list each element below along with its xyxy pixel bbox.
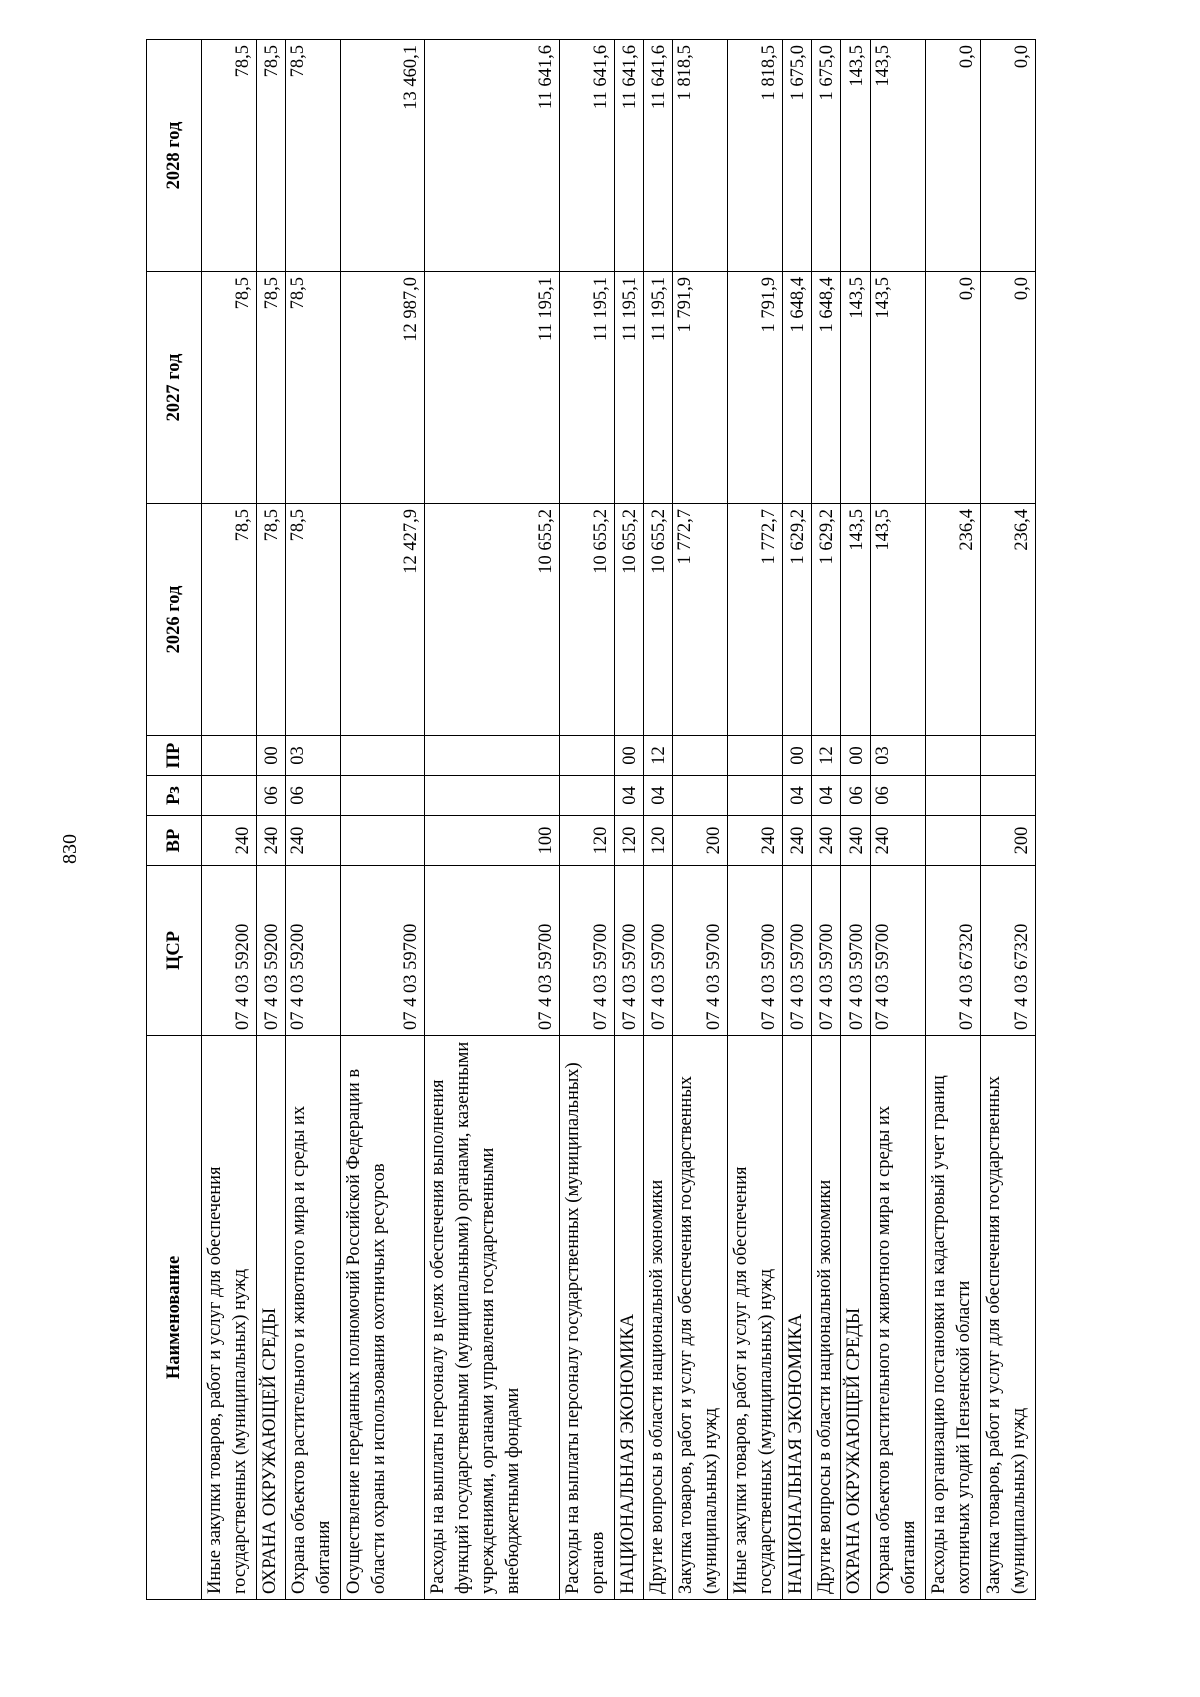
row-2028: 1 818,5 <box>728 40 783 272</box>
row-pr: 03 <box>286 736 341 776</box>
row-csr: 07 4 03 59700 <box>783 866 812 1036</box>
row-pr <box>728 736 783 776</box>
row-rz: 04 <box>783 776 812 816</box>
row-2026: 78,5 <box>286 504 341 736</box>
row-rz <box>202 776 257 816</box>
header-csr: ЦСР <box>147 866 202 1036</box>
row-name: Другие вопросы в области национальной экономики <box>812 1036 841 1600</box>
row-vr: 240 <box>812 816 841 866</box>
rotated-page <box>146 40 1036 1600</box>
row-rz: 06 <box>257 776 286 816</box>
row-rz <box>341 776 424 816</box>
header-pr: ПР <box>147 736 202 776</box>
row-2027: 78,5 <box>257 272 286 504</box>
row-2027: 78,5 <box>286 272 341 504</box>
row-name: Другие вопросы в области национальной экономики <box>643 1036 672 1600</box>
row-2026: 10 655,2 <box>559 504 614 736</box>
row-2027: 1 791,9 <box>728 272 783 504</box>
row-2027: 1 648,4 <box>783 272 812 504</box>
row-vr: 240 <box>257 816 286 866</box>
row-csr: 07 4 03 59700 <box>643 866 672 1036</box>
row-2028: 0,0 <box>925 40 980 272</box>
row-2026: 143,5 <box>841 504 870 736</box>
row-2027: 1 791,9 <box>673 272 728 504</box>
table-row <box>424 40 559 1600</box>
table-row <box>783 40 812 1600</box>
row-2027: 0,0 <box>925 272 980 504</box>
row-2028: 0,0 <box>980 40 1035 272</box>
header-name: Наименование <box>147 1036 202 1600</box>
row-2026: 143,5 <box>870 504 925 736</box>
table-row <box>841 40 870 1600</box>
row-vr: 120 <box>614 816 643 866</box>
row-2026: 12 427,9 <box>341 504 424 736</box>
row-2026: 78,5 <box>202 504 257 736</box>
row-2027: 143,5 <box>841 272 870 504</box>
row-2026: 1 629,2 <box>812 504 841 736</box>
row-2026: 10 655,2 <box>643 504 672 736</box>
row-2028: 11 641,6 <box>643 40 672 272</box>
header-2028: 2028 год <box>147 40 202 272</box>
row-vr: 100 <box>424 816 559 866</box>
row-rz: 06 <box>841 776 870 816</box>
row-2026: 1 629,2 <box>783 504 812 736</box>
row-2028: 78,5 <box>202 40 257 272</box>
row-vr: 240 <box>870 816 925 866</box>
row-rz <box>424 776 559 816</box>
header-vr: ВР <box>147 816 202 866</box>
row-2027: 1 648,4 <box>812 272 841 504</box>
row-vr: 240 <box>841 816 870 866</box>
row-2027: 11 195,1 <box>643 272 672 504</box>
table-row <box>614 40 643 1600</box>
row-vr: 200 <box>980 816 1035 866</box>
row-2027: 0,0 <box>980 272 1035 504</box>
row-csr: 07 4 03 67320 <box>925 866 980 1036</box>
row-2028: 143,5 <box>841 40 870 272</box>
row-pr: 12 <box>643 736 672 776</box>
row-2028: 143,5 <box>870 40 925 272</box>
row-name: Закупка товаров, работ и услуг для обеспечения государственных (муниципальных) нужд <box>673 1036 728 1600</box>
row-2027: 11 195,1 <box>559 272 614 504</box>
table-row <box>870 40 925 1600</box>
row-2028: 11 641,6 <box>614 40 643 272</box>
row-pr: 00 <box>783 736 812 776</box>
row-csr: 07 4 03 59200 <box>257 866 286 1036</box>
row-rz: 04 <box>812 776 841 816</box>
row-2028: 78,5 <box>257 40 286 272</box>
row-pr: 12 <box>812 736 841 776</box>
table-row <box>257 40 286 1600</box>
row-2027: 78,5 <box>202 272 257 504</box>
row-2027: 11 195,1 <box>614 272 643 504</box>
row-rz: 04 <box>614 776 643 816</box>
row-vr: 120 <box>559 816 614 866</box>
row-vr: 200 <box>673 816 728 866</box>
row-name: Расходы на выплаты персоналу в целях обеспечения выполнения функций государственными (муниципальными) органами, казенными учреждениями, органами управления государственными внебюджетными фондами <box>424 1036 559 1600</box>
header-2027: 2027 год <box>147 272 202 504</box>
row-name: Осуществление переданных полномочий Российской Федерации в области охраны и использования охотничьих ресурсов <box>341 1036 424 1600</box>
row-rz <box>980 776 1035 816</box>
row-2028: 11 641,6 <box>424 40 559 272</box>
row-csr: 07 4 03 59200 <box>286 866 341 1036</box>
row-csr: 07 4 03 59700 <box>870 866 925 1036</box>
row-vr: 240 <box>286 816 341 866</box>
row-vr: 240 <box>783 816 812 866</box>
page-number: 830 <box>59 834 81 864</box>
row-2027: 12 987,0 <box>341 272 424 504</box>
row-name: НАЦИОНАЛЬНАЯ ЭКОНОМИКА <box>783 1036 812 1600</box>
row-vr <box>341 816 424 866</box>
row-vr: 120 <box>643 816 672 866</box>
row-name: НАЦИОНАЛЬНАЯ ЭКОНОМИКА <box>614 1036 643 1600</box>
header-rz: Рз <box>147 776 202 816</box>
row-vr: 240 <box>202 816 257 866</box>
row-2028: 1 675,0 <box>783 40 812 272</box>
table-row <box>812 40 841 1600</box>
row-pr <box>341 736 424 776</box>
row-rz <box>728 776 783 816</box>
row-name: Охрана объектов растительного и животного мира и среды их обитания <box>870 1036 925 1600</box>
row-name: Расходы на организацию постановки на кадастровый учет границ охотничьих угодий Пензенской области <box>925 1036 980 1600</box>
row-pr <box>925 736 980 776</box>
row-rz: 06 <box>286 776 341 816</box>
row-2028: 78,5 <box>286 40 341 272</box>
row-csr: 07 4 03 59700 <box>424 866 559 1036</box>
row-2028: 11 641,6 <box>559 40 614 272</box>
table-row <box>643 40 672 1600</box>
row-name: ОХРАНА ОКРУЖАЮЩЕЙ СРЕДЫ <box>257 1036 286 1600</box>
row-name: Закупка товаров, работ и услуг для обеспечения государственных (муниципальных) нужд <box>980 1036 1035 1600</box>
row-2026: 10 655,2 <box>614 504 643 736</box>
row-2027: 143,5 <box>870 272 925 504</box>
row-csr: 07 4 03 59700 <box>841 866 870 1036</box>
row-vr: 240 <box>728 816 783 866</box>
row-csr: 07 4 03 59200 <box>202 866 257 1036</box>
row-csr: 07 4 03 59700 <box>673 866 728 1036</box>
row-name: Иные закупки товаров, работ и услуг для обеспечения государственных (муниципальных) нужд <box>728 1036 783 1600</box>
row-pr <box>673 736 728 776</box>
table-row <box>673 40 728 1600</box>
row-2028: 13 460,1 <box>341 40 424 272</box>
row-2026: 236,4 <box>925 504 980 736</box>
row-csr: 07 4 03 59700 <box>728 866 783 1036</box>
table-row <box>559 40 614 1600</box>
row-2026: 236,4 <box>980 504 1035 736</box>
table-row <box>341 40 424 1600</box>
header-2026: 2026 год <box>147 504 202 736</box>
row-csr: 07 4 03 59700 <box>341 866 424 1036</box>
row-pr: 00 <box>841 736 870 776</box>
row-pr: 00 <box>614 736 643 776</box>
table-row <box>286 40 341 1600</box>
row-rz: 04 <box>643 776 672 816</box>
header-row <box>147 40 202 1600</box>
row-csr: 07 4 03 59700 <box>559 866 614 1036</box>
row-rz <box>559 776 614 816</box>
row-name: Охрана объектов растительного и животного мира и среды их обитания <box>286 1036 341 1600</box>
table-row <box>925 40 980 1600</box>
row-pr: 00 <box>257 736 286 776</box>
table-row <box>980 40 1035 1600</box>
row-pr <box>202 736 257 776</box>
row-2028: 1 675,0 <box>812 40 841 272</box>
row-2028: 1 818,5 <box>673 40 728 272</box>
row-name: ОХРАНА ОКРУЖАЮЩЕЙ СРЕДЫ <box>841 1036 870 1600</box>
row-rz <box>673 776 728 816</box>
row-2027: 11 195,1 <box>424 272 559 504</box>
row-vr <box>925 816 980 866</box>
row-name: Расходы на выплаты персоналу государственных (муниципальных) органов <box>559 1036 614 1600</box>
row-pr <box>424 736 559 776</box>
row-csr: 07 4 03 59700 <box>812 866 841 1036</box>
row-rz <box>925 776 980 816</box>
table-row <box>728 40 783 1600</box>
row-pr <box>559 736 614 776</box>
row-2026: 78,5 <box>257 504 286 736</box>
row-pr: 03 <box>870 736 925 776</box>
row-pr <box>980 736 1035 776</box>
row-csr: 07 4 03 67320 <box>980 866 1035 1036</box>
row-rz: 06 <box>870 776 925 816</box>
row-csr: 07 4 03 59700 <box>614 866 643 1036</box>
row-name: Иные закупки товаров, работ и услуг для обеспечения государственных (муниципальных) нужд <box>202 1036 257 1600</box>
budget-table <box>146 39 1036 1600</box>
row-2026: 10 655,2 <box>424 504 559 736</box>
row-2026: 1 772,7 <box>673 504 728 736</box>
table-row <box>202 40 257 1600</box>
row-2026: 1 772,7 <box>728 504 783 736</box>
